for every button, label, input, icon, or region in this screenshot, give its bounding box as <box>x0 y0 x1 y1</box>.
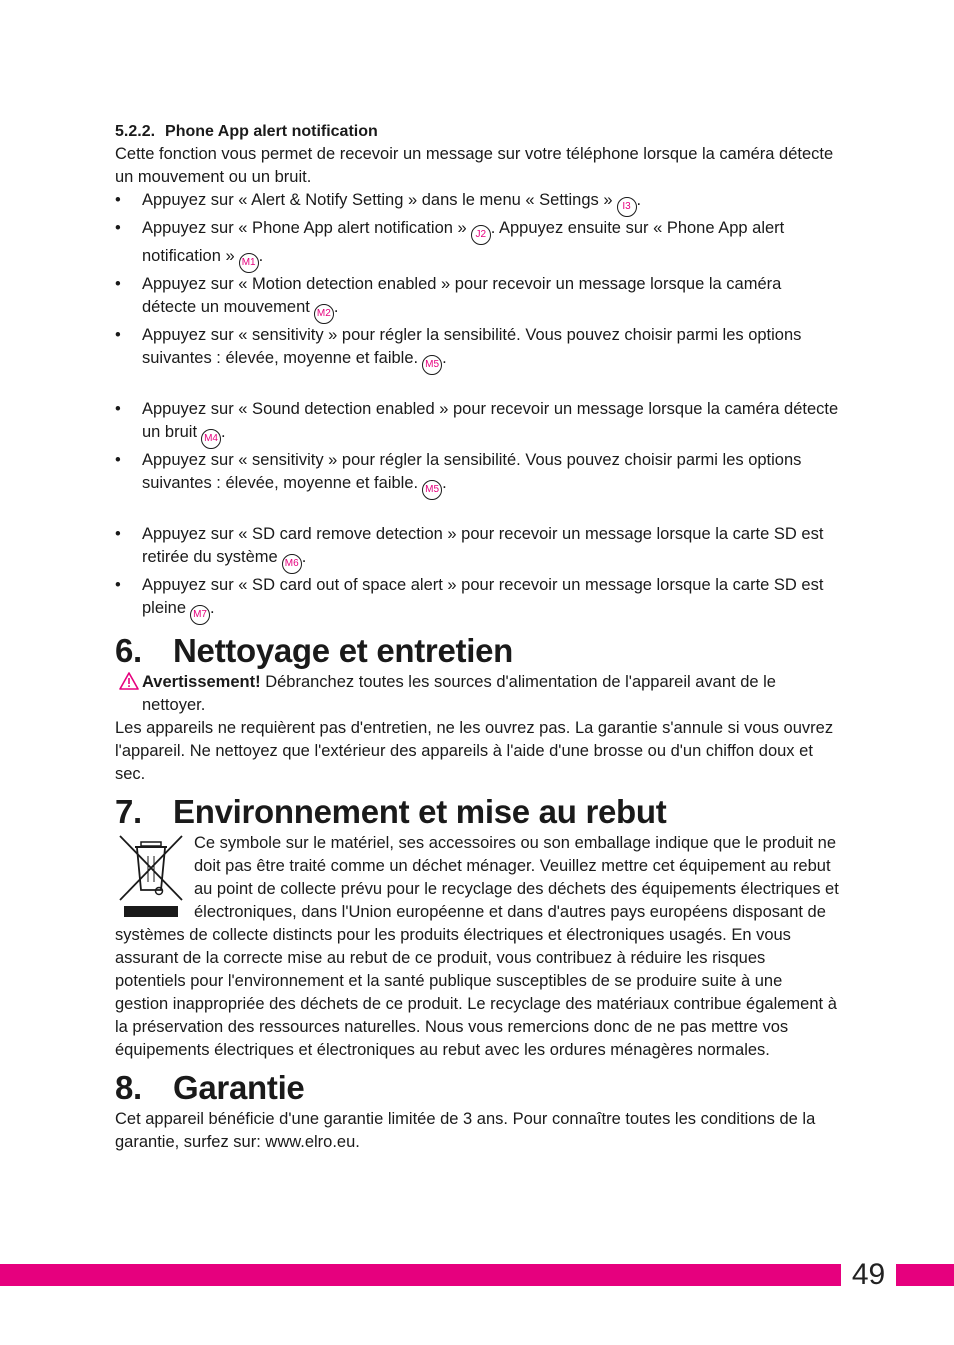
section-6-heading <box>115 631 839 671</box>
list-item-punct: . <box>210 599 215 617</box>
reference-badge: J2 <box>471 225 491 245</box>
list-item-text: Appuyez sur « sensitivity » pour régler la sensibilité. Vous pouvez choisir parmi les options suivantes : élevée, moyenne et faible. <box>142 326 802 367</box>
section-number: 6. <box>115 632 142 669</box>
list-item-punct: . <box>636 191 642 209</box>
section-7-body: Ce symbole sur le matériel, ses accessoires ou son emballage indique que le produit ne doit pas être traité comme un déchet ménager. Veuillez mettre cet équipement au rebut au point de collecte prévu pour le recyclage des déchets des équipements électriques et électroniques, dans l'Union européenne et dans d'autres pays européens disposant de systèmes de collecte distincts pour les produits électriques et électroniques usagés. En vous assurant de la correcte mise au rebut de ce produit, vous contribuez à réduire les risques potentiels pour l'environnement et la santé publique susceptibles de se produire suite à une gestion inappropriée des déchets de ce produit. Le recyclage des matériaux contribue également à la préservation des ressources naturelles. Nous vous remercions donc de ne pas mettre vos équipements électriques et électroniques au rebut avec les ordures ménagères normales. <box>115 834 839 1059</box>
instruction-list <box>115 398 839 500</box>
list-item <box>115 324 839 375</box>
instruction-list <box>115 523 839 625</box>
reference-badge: M4 <box>201 429 221 449</box>
section-8-heading <box>115 1068 839 1108</box>
page-number: 49 <box>837 1258 900 1292</box>
list-item <box>115 449 839 500</box>
reference-badge: I3 <box>617 197 637 217</box>
section-5-2-2-heading <box>115 120 839 143</box>
spacer <box>115 375 839 398</box>
spacer <box>115 500 839 523</box>
list-item <box>115 273 839 324</box>
section-8-body: Cet appareil bénéficie d'une garantie limitée de 3 ans. Pour connaître toutes les conditions de la garantie, surfez sur: www.elro.eu. <box>115 1110 816 1151</box>
section-number: 7. <box>115 793 142 830</box>
section-6-body: Les appareils ne requièrent pas d'entretien, ne les ouvrez pas. La garantie s'annule si vous ouvrez l'appareil. Ne nettoyez que l'extérieur des appareils à l'aide d'une brosse ou d'un chiffon doux et sec. <box>115 719 834 783</box>
list-item-punct: . <box>442 349 447 367</box>
list-item-text: . Appuyez ensuite sur « Phone App alert notification » <box>142 219 785 265</box>
list-item-punct: . <box>301 548 307 566</box>
list-item-punct: . <box>221 423 226 441</box>
section-number: 5.2.2. <box>115 123 156 140</box>
section-title: Nettoyage et entretien <box>173 632 513 669</box>
warning-paragraph <box>115 671 839 717</box>
instruction-list <box>115 189 839 375</box>
list-item <box>115 574 839 625</box>
section-title: Environnement et mise au rebut <box>173 793 667 830</box>
list-item-punct: . <box>442 474 447 492</box>
list-item <box>115 398 839 449</box>
list-item-text: Appuyez sur « SD card remove detection » pour recevoir un message lorsque la carte SD est retirée du système <box>142 525 824 566</box>
list-item-text: Appuyez sur « SD card out of space alert » pour recevoir un message lorsque la carte SD est pleine <box>142 576 824 617</box>
list-item <box>115 189 839 217</box>
list-item-text: Appuyez sur « Sound detection enabled » pour recevoir un message lorsque la caméra détecte un bruit <box>142 400 839 441</box>
reference-badge: M7 <box>190 605 210 625</box>
warning-triangle-icon <box>119 672 139 690</box>
reference-badge: M6 <box>282 554 302 574</box>
section-number: 8. <box>115 1069 142 1106</box>
page-content <box>115 120 839 1154</box>
list-item-text: Appuyez sur « Phone App alert notification » <box>142 219 467 237</box>
crossed-out-wheelie-bin-icon <box>118 834 184 918</box>
reference-badge: M1 <box>239 253 259 273</box>
footer-accent-bar <box>0 1264 954 1286</box>
list-item-text: Appuyez sur « Motion detection enabled » pour recevoir un message lorsque la caméra détecte un mouvement <box>142 275 782 316</box>
section-5-2-2-intro: Cette fonction vous permet de recevoir un message sur votre téléphone lorsque la caméra détecte un mouvement ou un bruit. <box>115 145 834 186</box>
section-title: Phone App alert notification <box>165 123 378 140</box>
list-item-punct: . <box>258 247 264 265</box>
warning-text: Débranchez toutes les sources d'alimentation de l'appareil avant de le nettoyer. <box>142 673 776 714</box>
list-item-text: Appuyez sur « sensitivity » pour régler la sensibilité. Vous pouvez choisir parmi les options suivantes : élevée, moyenne et faible. <box>142 451 802 492</box>
list-item-punct: . <box>333 298 339 316</box>
section-7-heading <box>115 792 839 832</box>
reference-badge: M5 <box>422 480 442 500</box>
list-item <box>115 523 839 574</box>
disposal-block <box>115 832 839 1062</box>
list-item <box>115 217 839 273</box>
reference-badge: M2 <box>314 304 334 324</box>
list-item-text: Appuyez sur « Alert & Notify Setting » dans le menu « Settings » <box>142 191 613 209</box>
warning-label: Avertissement! <box>142 673 261 691</box>
reference-badge: M5 <box>422 355 442 375</box>
section-title: Garantie <box>173 1069 305 1106</box>
